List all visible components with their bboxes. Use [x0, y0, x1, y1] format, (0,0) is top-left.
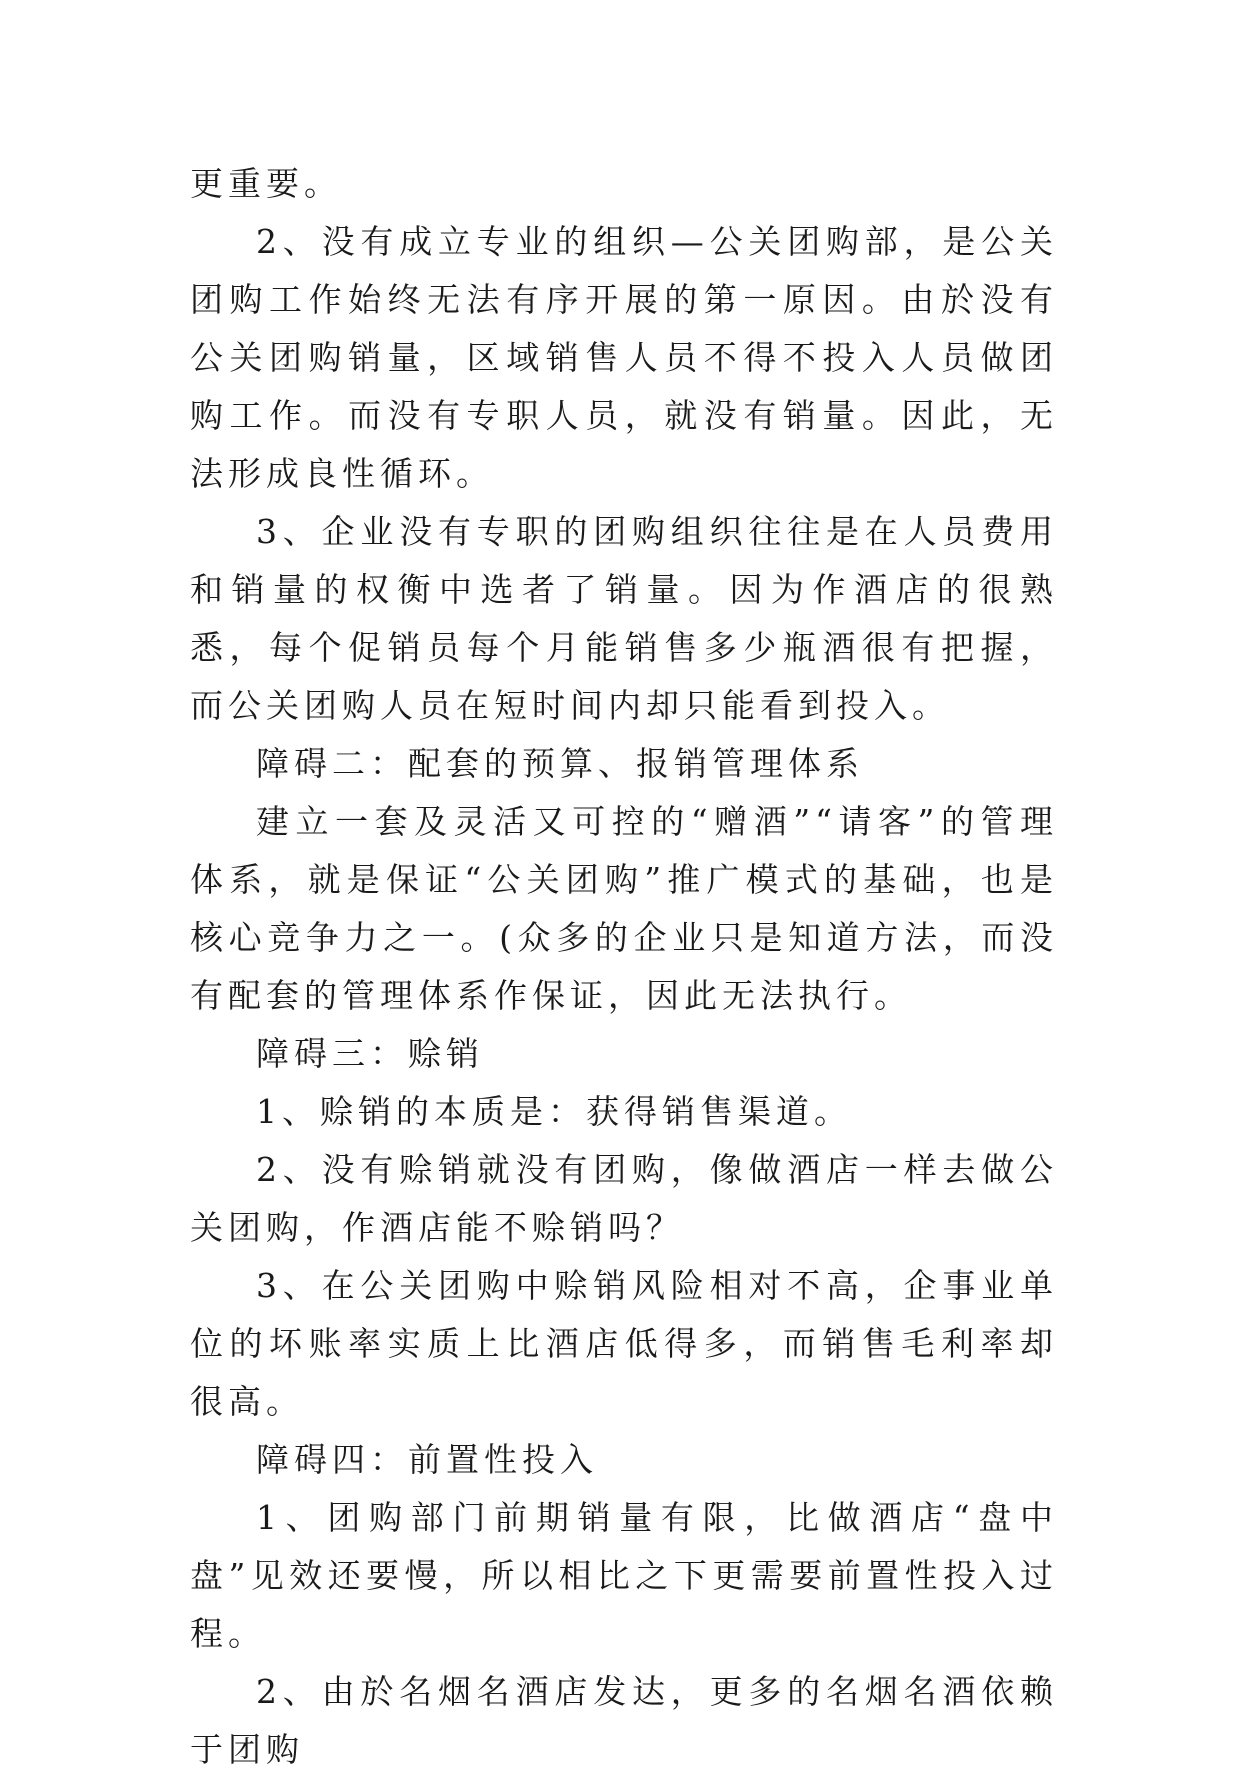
paragraph-point-2-organization: 2、没有成立专业的组织—公关团购部，是公关团购工作始终无法有序开展的第一原因。由於没有公关团购销量，区域销售人员不得不投入人员做团购工作。而没有专职人员，就没有销量。因此，无法形成良性循环。	[190, 222, 1058, 493]
heading-obstacle-2: 障碍二：配套的预算、报销管理体系	[256, 744, 864, 783]
paragraph-credit-point-2: 2、没有赊销就没有团购，像做酒店一样去做公关团购，作酒店能不赊销吗？	[190, 1150, 1058, 1247]
paragraph-credit-point-3: 3、在公关团购中赊销风险相对不高，企事业单位的坏账率实质上比酒店低得多，而销售毛利率却很高。	[190, 1266, 1058, 1421]
paragraph-management-system: 建立一套及灵活又可控的“赠酒”“请客”的管理体系，就是保证“公关团购”推广模式的基础，也是核心竞争力之一。(众多的企业只是知道方法，而没有配套的管理体系作保证，因此无法执行。	[190, 802, 1058, 1015]
paragraph-point-3-staff: 3、企业没有专职的团购组织往往是在人员费用和销量的权衡中选者了销量。因为作酒店的很熟悉，每个促销员每个月能销售多少瓶酒很有把握，而公关团购人员在短时间内却只能看到投入。	[190, 512, 1058, 725]
paragraph-credit-point-1: 1、赊销的本质是：获得销售渠道。	[256, 1092, 852, 1131]
document-body	[190, 155, 1058, 1779]
heading-obstacle-4: 障碍四：前置性投入	[256, 1440, 598, 1479]
paragraph-upfront-point-1: 1、团购部门前期销量有限，比做酒店“盘中盘”见效还要慢，所以相比之下更需要前置性投入过程。	[190, 1498, 1058, 1653]
paragraph-continuation: 更重要。	[190, 164, 342, 203]
paragraph-upfront-point-2: 2、由於名烟名酒店发达，更多的名烟名酒依赖于团购	[190, 1672, 1058, 1769]
heading-obstacle-3: 障碍三：赊销	[256, 1034, 484, 1073]
